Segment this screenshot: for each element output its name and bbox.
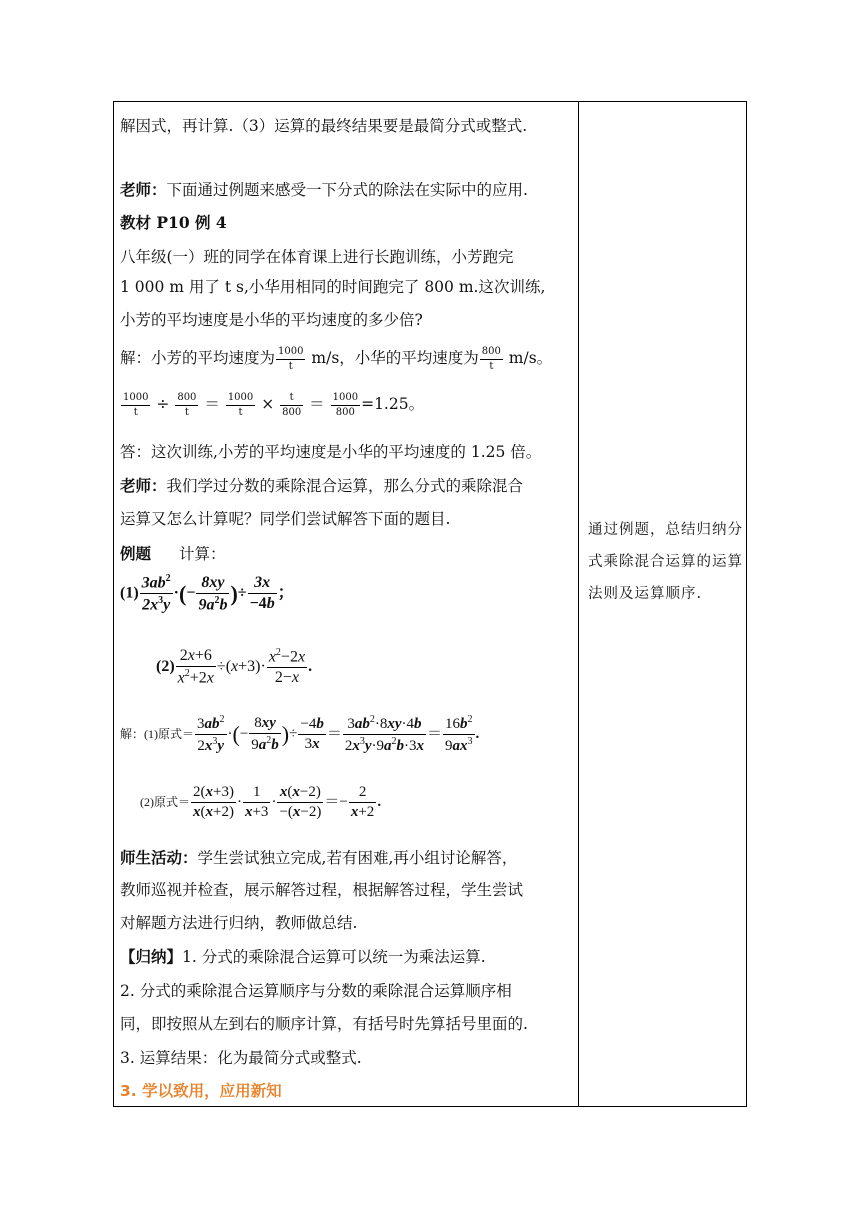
problem-1-expression: (1) $\frac{3ab^2}{2x^3y}$ ·(− $\frac{8xy}{9a^2b}$ )÷ $\frac{3x}{-4b}$ ； bbox=[120, 573, 294, 614]
column-divider bbox=[578, 102, 579, 1106]
denominator: t bbox=[489, 360, 494, 372]
denominator: t bbox=[133, 406, 138, 418]
denominator: t bbox=[184, 406, 189, 418]
summary-label: 【归纳】 bbox=[120, 947, 183, 966]
section-heading: 3. 学以致用，应用新知 bbox=[120, 1082, 282, 1100]
text-line: 运算又怎么计算呢？同学们尝试解答下面的题目. bbox=[120, 510, 451, 528]
solution-label: 解：(1)原式＝ bbox=[120, 726, 194, 741]
denominator: 800 bbox=[335, 406, 355, 418]
solution-2: (2)原式＝ $\frac{2(x+3)}{x(x+2)}$ · $\frac{1}{x+3}$ · $\frac{x(x-2)}{-(x-2)}$ ＝− $\frac{2}{x+2}$ . bbox=[140, 784, 382, 820]
denominator: t bbox=[288, 360, 293, 372]
text-line bbox=[120, 474, 523, 496]
numerator: 1000 bbox=[331, 393, 360, 406]
problem-2-expression: (2) $\frac{2x+6}{x^2+2x}$ ÷(x+3)· $\frac{x^2-2x}{2-x}$ . bbox=[156, 647, 313, 687]
times-sign: × bbox=[261, 395, 275, 413]
numerator: 1000 bbox=[121, 393, 150, 406]
fraction-1000-t bbox=[226, 393, 255, 418]
text-line bbox=[120, 178, 528, 200]
numerator: 1000 bbox=[226, 393, 255, 406]
fraction-1000-t bbox=[121, 393, 150, 418]
divide-sign: ÷ bbox=[156, 395, 170, 413]
result-text: =1.25。 bbox=[361, 395, 425, 413]
text-line: 八年级(一）班的同学在体育课上进行长跑训练，小芳跑完 bbox=[120, 248, 514, 266]
text-line-body: 1. 分式的乘除混合运算可以统一为乘法运算. bbox=[182, 948, 486, 966]
example-label: 例题 bbox=[120, 544, 152, 563]
text-line-body: 学生尝试独立完成,若有困难,再小组讨论解答， bbox=[197, 849, 518, 867]
equals-sign: ＝ bbox=[204, 395, 220, 413]
text-line: 对解题方法进行归纳，教师做总结. bbox=[120, 914, 358, 932]
example-text: 计算： bbox=[179, 545, 226, 563]
numerator: 800 bbox=[480, 347, 503, 360]
text-line-body: 下面通过例题来感受一下分式的除法在实际中的应用. bbox=[166, 181, 528, 199]
solution-label: (2)原式＝ bbox=[140, 794, 190, 809]
fraction-1000-t bbox=[276, 347, 305, 372]
solution-1: 解：(1)原式＝ $\frac{3ab^2}{2x^3y}$ ·(− $\frac{8xy}{9a^2b}$ )÷ $\frac{-4b}{3x}$ ＝ $\frac{3ab^2\cdot 8xy\cdot 4b}{2x^3y\cdot 9a^2b\cdot 3x}$ ＝ $\frac{16b^2}{9ax^3}$ . bbox=[120, 714, 480, 754]
text-line: 2. 分式的乘除混合运算顺序与分数的乘除混合运算顺序相 bbox=[120, 982, 512, 1000]
equals-sign: ＝ bbox=[309, 395, 325, 413]
example-heading bbox=[120, 542, 226, 564]
text-line: 解因式，再计算.（3）运算的最终结果要是最简分式或整式. bbox=[120, 117, 528, 135]
solution-line bbox=[120, 346, 552, 372]
text-line: 小芳的平均速度是小华的平均速度的多少倍? bbox=[120, 311, 423, 329]
text-line: 同，即按照从左到右的顺序计算，有括号时先算括号里面的. bbox=[120, 1015, 528, 1033]
speaker-label: 老师： bbox=[120, 180, 167, 199]
numerator: t bbox=[280, 393, 303, 406]
fraction-800-t bbox=[480, 347, 503, 372]
lesson-table bbox=[113, 101, 747, 1107]
design-intent-note: 通过例题，总结归纳分式乘除混合运算的运算法则及运算顺序. bbox=[588, 522, 743, 602]
text-line: 3. 运算结果：化为最简分式或整式. bbox=[120, 1049, 362, 1067]
fraction-t-800 bbox=[280, 393, 303, 418]
speaker-label: 老师： bbox=[120, 476, 167, 495]
numerator: 1000 bbox=[276, 347, 305, 360]
activity-label: 师生活动： bbox=[120, 848, 198, 867]
fraction-800-t bbox=[175, 393, 198, 418]
textbook-reference: 教材 P10 例 4 bbox=[120, 213, 227, 232]
text-span: m/s，小华的平均速度为 bbox=[306, 349, 479, 367]
text-line: 1 000 m 用了 t s,小华用相同的时间跑完了 800 m.这次训练, bbox=[120, 278, 546, 296]
text-line: 教师巡视并检查，展示解答过程，根据解答过程，学生尝试 bbox=[120, 881, 524, 899]
text-span: m/s。 bbox=[503, 349, 553, 367]
denominator: 800 bbox=[282, 406, 302, 418]
summary-line bbox=[120, 945, 486, 967]
answer-line: 答：这次训练,小芳的平均速度是小华的平均速度的 1.25 倍。 bbox=[120, 443, 542, 461]
text-line-body: 我们学过分数的乘除混合运算，那么分式的乘除混合 bbox=[166, 477, 524, 495]
text-span: 解：小芳的平均速度为 bbox=[120, 349, 276, 367]
denominator: t bbox=[238, 406, 243, 418]
numerator: 800 bbox=[175, 393, 198, 406]
solution-equation bbox=[120, 392, 424, 418]
fraction-1000-800 bbox=[331, 393, 360, 418]
text-line bbox=[120, 846, 517, 868]
